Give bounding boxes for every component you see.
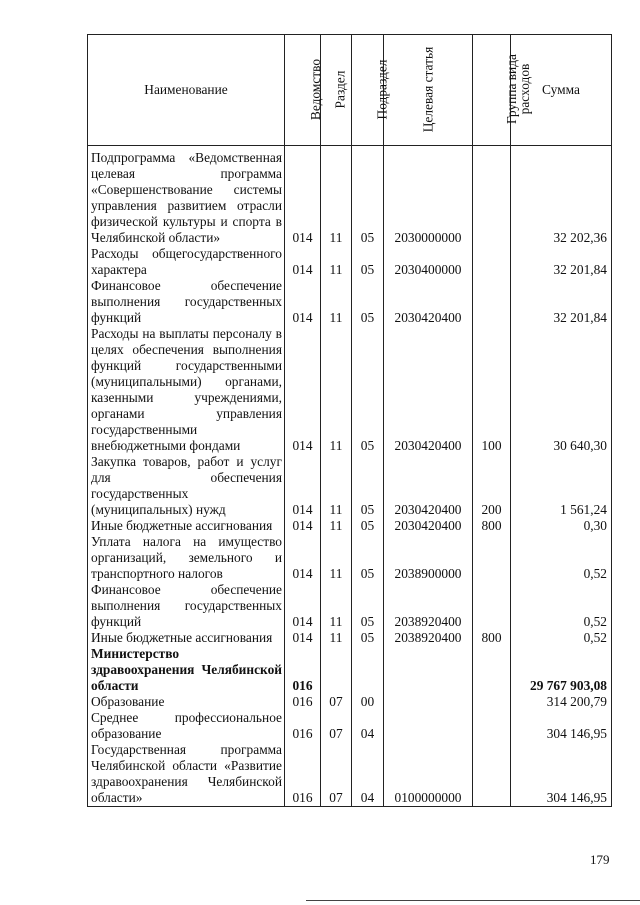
header-name [88,35,285,146]
table-row [88,454,612,518]
cell-gruppa: 800 [473,630,511,646]
cell-celevaya: 2038920400 [384,630,473,646]
table-row [88,326,612,454]
cell-razdel: 11 [321,582,352,630]
header-podrazdel [352,35,390,146]
cell-ved: 014 [285,518,321,534]
cell-name: Уплата налога на имущество организаций, земельного и транспортного налогов [88,534,285,582]
cell-podrazdel: 04 [352,710,384,742]
cell-podrazdel: 05 [352,582,384,630]
cell-ved: 014 [285,582,321,630]
header-name-label: Наименование [144,82,228,97]
cell-ved: 016 [285,710,321,742]
cell-razdel: 11 [321,246,352,278]
cell-name: Иные бюджетные ассигнования [88,630,285,646]
cell-ved: 014 [285,278,321,326]
cell-summa: 0,30 [511,518,612,534]
cell-razdel: 07 [321,742,352,807]
cell-celevaya: 2030000000 [384,146,473,247]
cell-summa: 314 200,79 [511,694,612,710]
cell-ved: 014 [285,630,321,646]
cell-name: Государственная программа Челябинской области «Развитие здравоохранения Челябинской области» [88,742,285,807]
cell-podrazdel: 05 [352,518,384,534]
cell-summa: 30 640,30 [511,326,612,454]
header-podrazdel-label: Подраздел [374,59,390,120]
cell-celevaya: 2038900000 [384,534,473,582]
cell-name: Финансовое обеспечение выполнения государственных функций [88,278,285,326]
cell-ved: 016 [285,694,321,710]
cell-gruppa [473,582,511,630]
header-gruppa-label: Группа вида расходов [504,54,532,124]
cell-summa: 32 201,84 [511,246,612,278]
cell-summa: 0,52 [511,534,612,582]
cell-celevaya: 2030420400 [384,518,473,534]
cell-ved: 014 [285,534,321,582]
cell-celevaya: 2030420400 [384,454,473,518]
cell-summa: 32 201,84 [511,278,612,326]
cell-name: Финансовое обеспечение выполнения государственных функций [88,582,285,630]
cell-summa: 304 146,95 [511,710,612,742]
table-row [88,278,612,326]
cell-podrazdel: 05 [352,454,384,518]
table-row [88,534,612,582]
cell-podrazdel: 05 [352,630,384,646]
cell-name: Образование [88,694,285,710]
cell-gruppa [473,534,511,582]
cell-gruppa [473,694,511,710]
header-summa-label: Сумма [542,82,580,97]
cell-celevaya [384,646,473,694]
cell-podrazdel: 05 [352,326,384,454]
table-row [88,742,612,807]
cell-name: Расходы общегосударственного характера [88,246,285,278]
table-row [88,246,612,278]
cell-gruppa [473,246,511,278]
cell-razdel: 07 [321,710,352,742]
cell-name: Закупка товаров, работ и услуг для обеспечения государственных (муниципальных) нужд [88,454,285,518]
table-row [88,710,612,742]
table-row [88,582,612,630]
budget-table [87,34,612,807]
cell-summa: 29 767 903,08 [511,646,612,694]
cell-gruppa [473,742,511,807]
cell-razdel: 11 [321,146,352,247]
header-ved-label: Ведомство [308,58,324,121]
page-number: 179 [590,852,610,867]
table-row [88,630,612,646]
cell-gruppa [473,278,511,326]
cell-gruppa: 100 [473,326,511,454]
header-celevaya-label: Целевая статья [420,46,436,133]
cell-podrazdel: 04 [352,742,384,807]
cell-razdel: 11 [321,534,352,582]
cell-celevaya: 2030420400 [384,326,473,454]
cell-podrazdel: 05 [352,278,384,326]
cell-podrazdel: 05 [352,146,384,247]
cell-celevaya [384,694,473,710]
header-gruppa [473,35,532,146]
table-row [88,694,612,710]
table-header-row [88,35,612,146]
cell-podrazdel: 05 [352,534,384,582]
cell-podrazdel: 05 [352,246,384,278]
cell-razdel: 11 [321,630,352,646]
cell-name: Иные бюджетные ассигнования [88,518,285,534]
cell-summa: 0,52 [511,582,612,630]
cell-razdel: 11 [321,326,352,454]
cell-ved: 014 [285,454,321,518]
cell-name: Министерство здравоохранения Челябинской области [88,646,285,694]
cell-celevaya: 2030420400 [384,278,473,326]
cell-podrazdel: 00 [352,694,384,710]
cell-ved: 014 [285,246,321,278]
header-razdel-label: Раздел [332,70,348,109]
cell-gruppa: 200 [473,454,511,518]
cell-gruppa [473,646,511,694]
cell-celevaya: 2038920400 [384,582,473,630]
header-ved [285,35,324,146]
footer-rule [306,900,640,901]
cell-name: Расходы на выплаты персоналу в целях обеспечения выполнения функций государственными (муниципальными) органами, казенными учреждениями, органами управления государственными внебюджетными фондами [88,326,285,454]
cell-razdel [321,646,352,694]
cell-ved: 014 [285,326,321,454]
cell-ved: 014 [285,146,321,247]
cell-gruppa [473,146,511,247]
cell-razdel: 11 [321,278,352,326]
cell-summa: 304 146,95 [511,742,612,807]
cell-podrazdel [352,646,384,694]
cell-summa: 32 202,36 [511,146,612,247]
header-celevaya [384,35,473,146]
cell-razdel: 11 [321,518,352,534]
cell-celevaya [384,710,473,742]
table-row [88,518,612,534]
cell-name: Среднее профессиональное образование [88,710,285,742]
cell-ved: 016 [285,742,321,807]
table-row [88,146,612,247]
cell-summa: 1 561,24 [511,454,612,518]
cell-summa: 0,52 [511,630,612,646]
cell-gruppa: 800 [473,518,511,534]
cell-celevaya: 2030400000 [384,246,473,278]
cell-gruppa [473,710,511,742]
cell-celevaya: 0100000000 [384,742,473,807]
cell-name: Подпрограмма «Ведомственная целевая программа «Совершенствование системы управления развитием отрасли физической культуры и спорта в Челябинской области» [88,146,285,247]
cell-ved: 016 [285,646,321,694]
table-row [88,646,612,694]
header-razdel [321,35,352,146]
cell-razdel: 07 [321,694,352,710]
cell-razdel: 11 [321,454,352,518]
